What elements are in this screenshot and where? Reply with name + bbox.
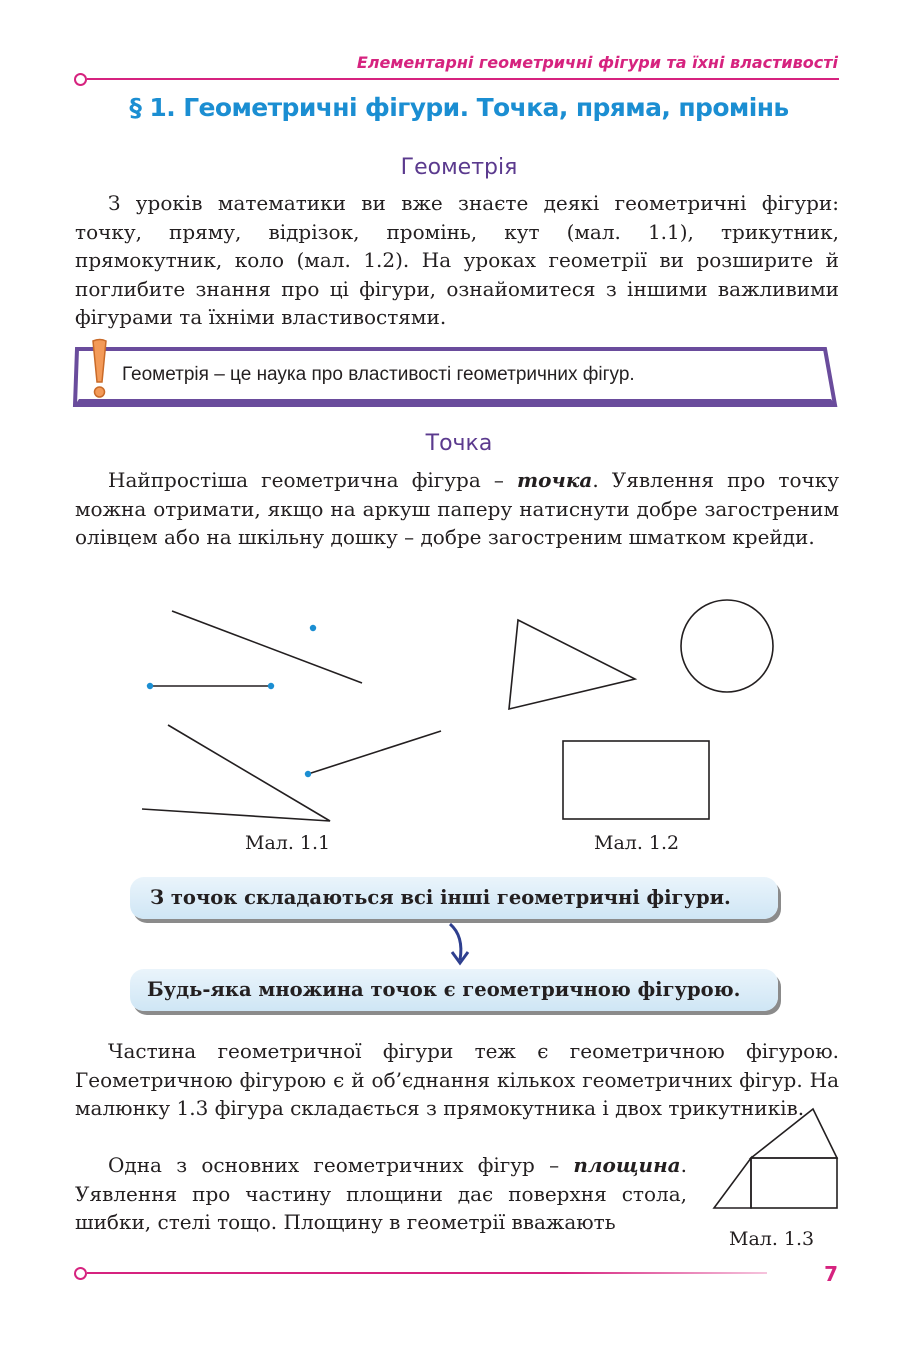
paragraph-part-2-before: Одна з основних геометричних фігур – <box>108 1153 574 1177</box>
footer-rule <box>87 1272 767 1274</box>
term-plane: площина <box>573 1153 681 1177</box>
paragraph-part-2-after: . Уявлення про частину площини дає поверхня стола, шибки, стелі тощо. Площину в геометрії вважають <box>75 1153 687 1234</box>
term-point: точка <box>517 468 593 492</box>
paragraph-point-after: . Уявлення про точку можна отримати, якщо на аркуш паперу натиснути добре загостреним олівцем або на шкільну дошку – добре загостреним шматком крейди. <box>75 468 839 549</box>
section-title: § 1. Геометричні фігури. Точка, пряма, промінь <box>129 93 789 122</box>
definition-text: Геометрія – це наука про властивості геометричних фігур. <box>122 364 635 385</box>
house-roof-triangle <box>751 1109 837 1158</box>
caption-fig-1-2: Мал. 1.2 <box>594 832 680 854</box>
heading-geometry: Геометрія <box>400 155 518 180</box>
paragraph-geometry-text: З уроків математики ви вже знаєте деякі геометричні фігури: точку, пряму, відрізок, промінь, кут (мал. 1.1), трикутник, прямокутник, коло (мал. 1.2). На уроках геометрії ви розширите й поглибите знання про ці фігури, ознайомитеся з іншими важливими фігурами та їхніми властивостями. <box>75 191 839 329</box>
paragraph-point-before: Найпростіша геометрична фігура – <box>108 468 518 492</box>
statement-1-text: З точок складаються всі інші геометричні фігури. <box>150 886 731 909</box>
house-side-triangle <box>714 1158 751 1208</box>
page-number: 7 <box>824 1262 838 1286</box>
heading-point: Точка <box>425 431 493 456</box>
footer-rule-circle <box>74 1267 87 1280</box>
house-rectangle <box>751 1158 837 1208</box>
statement-2-text: Будь-яка множина точок є геометричною фігурою. <box>147 978 741 1001</box>
running-header: Елементарні геометричні фігури та їхні властивості <box>356 53 838 72</box>
caption-fig-1-3: Мал. 1.3 <box>729 1228 815 1250</box>
caption-fig-1-1: Мал. 1.1 <box>245 832 331 854</box>
paragraph-part-1-text: Частина геометричної фігури теж є геометричною фігурою. Геометричною фігурою є й об’єднання кількох геометричних фігур. На малюнку 1.3 фігура складається з прямокутника і двох трикутників. <box>75 1039 839 1120</box>
